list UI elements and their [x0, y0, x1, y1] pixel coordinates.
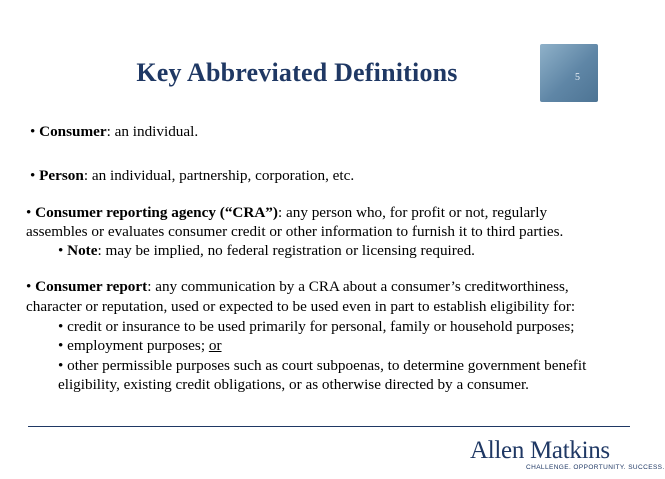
logo-name: Allen Matkins — [470, 437, 610, 464]
bullet-glyph: • — [58, 242, 64, 259]
bullet-glyph: • — [30, 123, 36, 140]
definition-cra-line2: assembles or evaluates consumer credit or other information to furnish it to third parties. — [26, 223, 564, 240]
definition-report-text: : any communication by a CRA about a consumer’s creditworthiness, — [147, 278, 569, 295]
definition-person — [30, 166, 354, 185]
logo-tagline: CHALLENGE. OPPORTUNITY. SUCCESS. — [526, 464, 665, 471]
footer-divider — [28, 426, 630, 427]
definition-report-line2: character or reputation, used or expected to be used even in part to establish eligibility for: — [26, 298, 576, 315]
company-logo — [470, 437, 665, 472]
report-sub-credit: • credit or insurance to be used primarily for personal, family or household purposes; — [58, 318, 575, 335]
report-sub-other-line1: • other permissible purposes such as court subpoenas, to determine government benefit — [58, 357, 587, 374]
term-consumer-report: Consumer report — [35, 278, 148, 295]
report-sub-other-line2: eligibility, existing credit obligations, or as otherwise directed by a consumer. — [58, 376, 529, 393]
definition-cra-text: : any person who, for profit or not, regularly — [277, 204, 548, 221]
definition-cra-line1 — [26, 203, 547, 222]
definition-consumer — [30, 122, 198, 141]
definition-consumer-text: : an individual. — [106, 123, 199, 140]
bullet-glyph: • — [26, 278, 32, 295]
term-person: Person — [39, 167, 84, 184]
report-sub-or: or — [208, 337, 222, 354]
slide-title-text: Key Abbreviated Definitions — [136, 58, 458, 87]
definition-report-line1 — [26, 277, 569, 296]
definition-person-text: : an individual, partnership, corporation, etc. — [83, 167, 355, 184]
page-number: 5 — [575, 72, 580, 83]
bullet-glyph: • — [26, 204, 32, 221]
term-cra: Consumer reporting agency (“CRA”) — [35, 204, 278, 221]
note-text: : may be implied, no federal registration or licensing required. — [97, 242, 475, 259]
term-note: Note — [67, 242, 98, 259]
bullet-glyph: • — [30, 167, 36, 184]
note-cra — [58, 241, 475, 260]
term-consumer: Consumer — [39, 123, 107, 140]
report-sub-employment-text: • employment purposes; — [58, 337, 209, 354]
report-sub-employment — [58, 336, 222, 355]
page-number-badge — [540, 44, 598, 102]
